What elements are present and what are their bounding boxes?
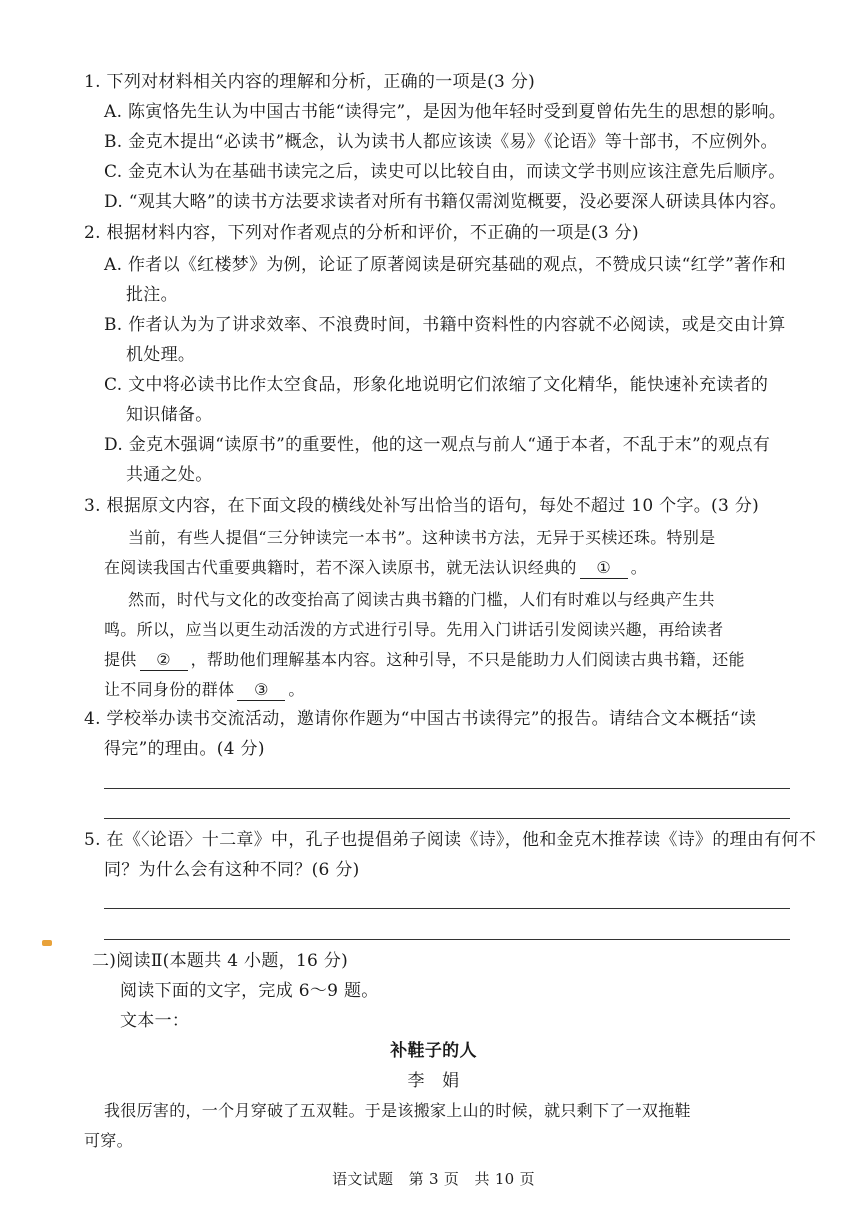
ink-mark <box>42 940 52 946</box>
q3-text: 在阅读我国古代重要典籍时，若不深入读原书，就无法认识经典的 <box>104 558 577 577</box>
q3-text: 提供 <box>104 650 137 669</box>
q2-option-c-cont: 知识储备。 <box>126 405 213 425</box>
q2-option-a: A. 作者以《红楼梦》为例，论证了原著阅读是研究基础的观点，不赞成只读“红学”著作和 <box>104 255 787 275</box>
q3-text: 。 <box>630 558 648 577</box>
q1-option-d: D. “观其大略”的读书方法要求读者对所有书籍仅需浏览概要，没必要深人研读具体内容。 <box>104 192 787 212</box>
q1-stem: 1. 下列对材料相关内容的理解和分析，正确的一项是(3 分) <box>84 72 536 92</box>
q3-passage-line: 当前，有些人提倡“三分钟读完一本书”。这种读书方法，无异于买椟还珠。特别是 <box>128 528 716 547</box>
q2-option-d-cont: 共通之处。 <box>126 465 213 485</box>
answer-line[interactable] <box>104 788 790 789</box>
section-instruction: 阅读下面的文字，完成 6～9 题。 <box>120 981 379 1001</box>
story-line: 可穿。 <box>84 1131 133 1150</box>
q3-text: 让不同身份的群体 <box>104 680 235 699</box>
q3-passage-line <box>104 649 745 671</box>
story-author: 李 娟 <box>407 1071 460 1091</box>
q2-option-d: D. 金克木强调“读原书”的重要性，他的这一观点与前人“通于本者，不乱于末”的观点有 <box>104 435 771 455</box>
answer-line[interactable] <box>104 908 790 909</box>
q2-stem: 2. 根据材料内容，下列对作者观点的分析和评价，不正确的一项是(3 分) <box>84 223 639 243</box>
q3-text: 。 <box>288 680 305 699</box>
q3-passage-line: 然而，时代与文化的改变抬高了阅读古典书籍的门槛，人们有时难以与经典产生共 <box>128 590 715 609</box>
q3-text: ，帮助他们理解基本内容。这种引导，不只是能助力人们阅读古典书籍，还能 <box>190 650 745 669</box>
q2-option-c: C. 文中将必读书比作太空食品，形象化地说明它们浓缩了文化精华，能快速补充读者的 <box>104 375 769 395</box>
q1-option-b: B. 金克木提出“必读书”概念，认为读书人都应该读《易》《论语》等十部书，不应例外。 <box>104 132 778 152</box>
q1-option-a: A. 陈寅恪先生认为中国古书能“读得完”，是因为他年轻时受到夏曾佑先生的思想的影响。 <box>104 102 787 122</box>
q3-passage-line <box>104 557 647 579</box>
answer-line[interactable] <box>104 818 790 819</box>
q4-stem-cont: 得完”的理由。(4 分) <box>104 739 265 759</box>
page-footer: 语文试题 第 3 页 共 10 页 <box>332 1170 535 1188</box>
blank-3[interactable]: ③ <box>237 680 285 701</box>
story-line: 我很厉害的，一个月穿破了五双鞋。于是该搬家上山的时候，就只剩下了一双拖鞋 <box>104 1101 691 1120</box>
answer-line[interactable] <box>104 939 790 940</box>
q4-stem: 4. 学校举办读书交流活动，邀请你作题为“中国古书读得完”的报告。请结合文本概括“读 <box>84 709 757 729</box>
text-label: 文本一： <box>120 1011 190 1031</box>
q2-option-b: B. 作者认为为了讲求效率、不浪费时间，书籍中资料性的内容就不必阅读，或是交由计算 <box>104 315 786 335</box>
q3-passage-line <box>104 679 305 701</box>
story-title: 补鞋子的人 <box>390 1041 477 1061</box>
q1-option-c: C. 金克木认为在基础书读完之后，读史可以比较自由，而读文学书则应该注意先后顺序。 <box>104 162 786 182</box>
blank-2[interactable]: ② <box>140 650 188 671</box>
q3-passage-line: 鸣。所以，应当以更生动活泼的方式进行引导。先用入门讲话引发阅读兴趣，再给读者 <box>104 620 724 639</box>
section-heading: 二)阅读Ⅱ(本题共 4 小题，16 分) <box>92 951 349 971</box>
q5-stem: 5. 在《〈论语〉十二章》中，孔子也提倡弟子阅读《诗》，他和金克木推荐读《诗》的理由有何不 <box>84 830 817 850</box>
blank-1[interactable]: ① <box>580 558 628 579</box>
q3-stem: 3. 根据原文内容，在下面文段的横线处补写出恰当的语句，每处不超过 10 个字。(3 分) <box>84 496 760 516</box>
q5-stem-cont: 同？为什么会有这种不同？(6 分) <box>104 860 360 880</box>
q2-option-a-cont: 批注。 <box>126 285 178 305</box>
q2-option-b-cont: 机处理。 <box>126 345 196 365</box>
